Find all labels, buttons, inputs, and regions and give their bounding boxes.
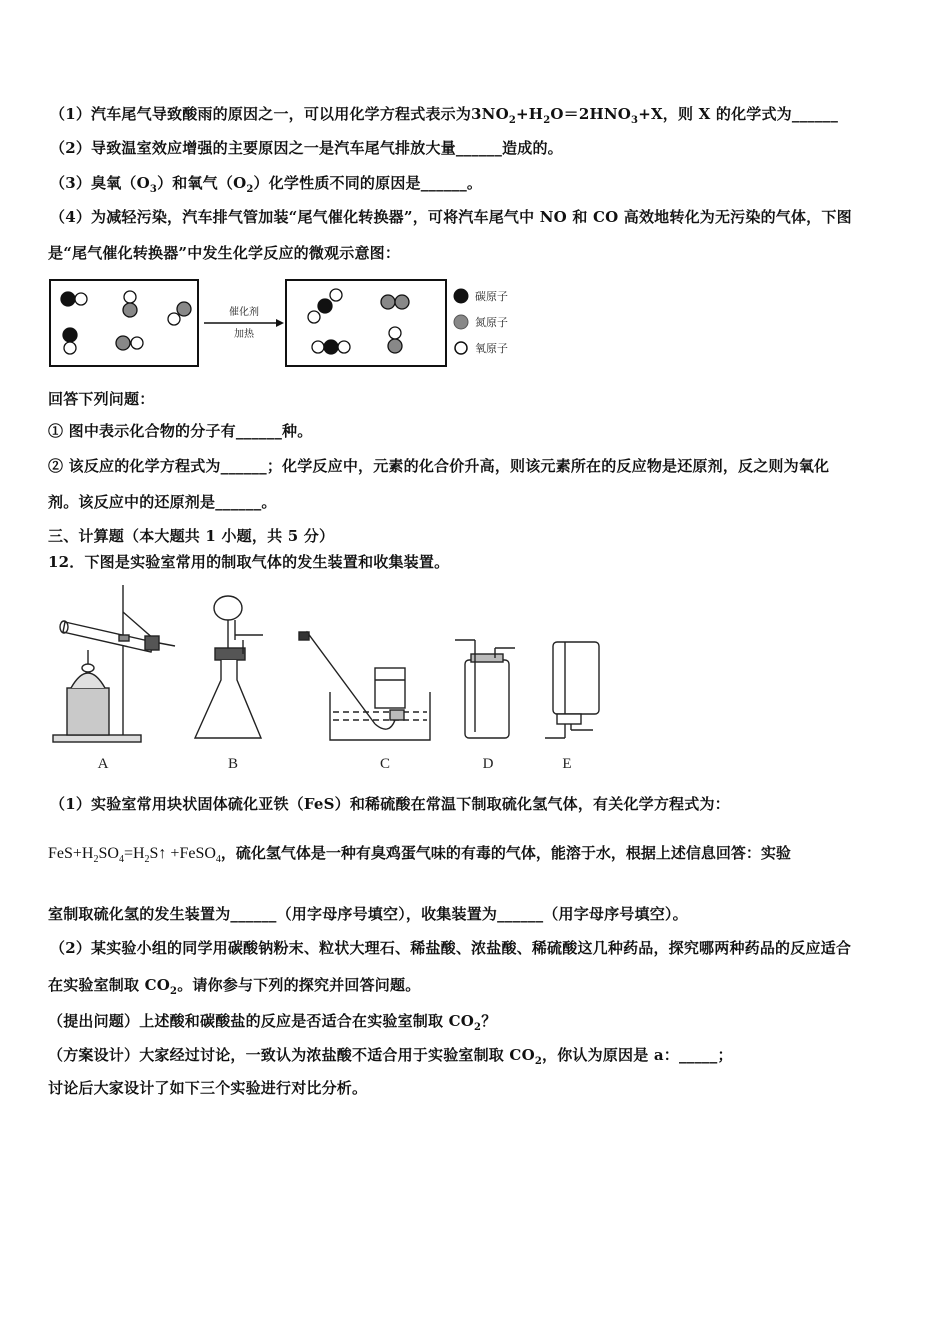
section3-header: 三、计算题（本大题共 1 小题，共 5 分） [48, 527, 335, 545]
apparatus-b [195, 596, 263, 738]
oxygen-atom [308, 311, 320, 323]
label-a: A [97, 756, 109, 772]
oxygen-atom [124, 291, 136, 303]
lab-apparatus-figure [45, 580, 625, 775]
label-d: D [482, 756, 494, 772]
carbon-atom [63, 328, 77, 342]
oxygen-atom [131, 337, 143, 349]
label-b: B [227, 756, 239, 772]
oxygen-atom [330, 289, 342, 301]
legend-carbon: 碳原子 [475, 290, 508, 303]
q12-plan-design: （方案设计）大家经过讨论，一致认为浓盐酸不适合用于实验室制取 $CO_2$，你认为原因是 a：_____； [48, 1046, 733, 1067]
q12-last-line: 讨论后大家设计了如下三个实验进行对比分析。 [48, 1079, 368, 1097]
nitrogen-atom [381, 295, 395, 309]
label-e: E [562, 756, 572, 772]
q11-part1: （1）汽车尾气导致酸雨的原因之一，可以用化学方程式表示为$3NO_2+H_2O=2HNO_3+X$，则 X 的化学式为______ [50, 105, 839, 126]
oxygen-atom [75, 293, 87, 305]
micro-reaction-diagram [48, 275, 528, 371]
nitrogen-legend-icon [454, 315, 468, 329]
nitrogen-atom [395, 295, 409, 309]
q11-sub-b-line2: 剂。该反应中的还原剂是______。 [48, 493, 277, 511]
nitrogen-atom [116, 336, 130, 350]
oxygen-atom [168, 313, 180, 325]
carbon-atom [61, 292, 75, 306]
carbon-legend-icon [454, 289, 468, 303]
apparatus-e [545, 642, 599, 738]
product-molecules [308, 289, 409, 354]
apparatus-c [299, 632, 430, 740]
legend-nitrogen: 氮原子 [475, 316, 508, 329]
carbon-atom [318, 299, 332, 313]
q11-part4-line2: 是“尾气催化转换器”中发生化学反应的微观示意图： [48, 244, 401, 262]
fes-equation: $FeS+H_2SO_4=H_2S↑$ +FeSO$_4$，硫化氢气体是一种有臭鸡蛋气味的有毒的气体，能溶于水，根据上述信息回答：实验 [48, 844, 791, 866]
q11-part4-line1: （4）为减轻污染，汽车排气管加装“尾气催化转换器”，可将汽车尾气中 NO 和 CO 高效地转化为无污染的气体，下图 [50, 208, 852, 226]
nitrogen-atom [177, 302, 191, 316]
arrow-label-top: 催化剂 [229, 307, 259, 318]
apparatus-a [53, 585, 175, 742]
q12-part1-line3: 室制取硫化氢的发生装置为______（用字母序号填空），收集装置为______（用字母序号填空）。 [48, 905, 688, 923]
nitrogen-atom [123, 303, 137, 317]
oxygen-legend-icon [455, 342, 467, 354]
oxygen-atom [338, 341, 350, 353]
products-box [286, 280, 446, 366]
q11-sub-a: ① 图中表示化合物的分子有______种。 [48, 422, 313, 440]
nitrogen-atom [388, 339, 402, 353]
q12-intro: 12．下图是实验室常用的制取气体的发生装置和收集装置。 [48, 553, 450, 571]
oxygen-atom [64, 342, 76, 354]
q12-part2-line2: 在实验室制取 $CO_2$。请你参与下列的探究并回答问题。 [48, 976, 421, 997]
q12-part1: （1）实验室常用块状固体硫化亚铁（FeS）和稀硫酸在常温下制取硫化氢气体，有关化学方程式为： [50, 795, 730, 813]
q11-part3: （3）臭氧$(O_3)$和氧气$(O_2)$化学性质不同的原因是______。 [50, 174, 483, 195]
arrow-label-bottom: 加热 [234, 329, 254, 340]
oxygen-atom [389, 327, 401, 339]
q11-sub-b-line1: ② 该反应的化学方程式为______；化学反应中，元素的化合价升高，则该元素所在的反应物是还原剂，反之则为氧化 [48, 457, 830, 475]
apparatus-d [455, 640, 515, 738]
reaction-arrow [204, 305, 284, 340]
carbon-atom [324, 340, 338, 354]
legend-oxygen: 氧原子 [475, 342, 508, 355]
q12-part2-line1: （2）某实验小组的同学用碳酸钠粉末、粒状大理石、稀盐酸、浓盐酸、稀硫酸这几种药品，探究哪两种药品的反应适合 [50, 939, 852, 957]
atom-legend [454, 289, 508, 355]
oxygen-atom [312, 341, 324, 353]
answer-header: 回答下列问题： [48, 390, 155, 408]
q11-part2: （2）导致温室效应增强的主要原因之一是汽车尾气排放大量______造成的。 [50, 139, 563, 157]
label-c: C [379, 756, 391, 772]
reactant-molecules [61, 291, 191, 354]
q12-ask-question: （提出问题）上述酸和碳酸盐的反应是否适合在实验室制取 $CO_2$？ [48, 1012, 497, 1033]
